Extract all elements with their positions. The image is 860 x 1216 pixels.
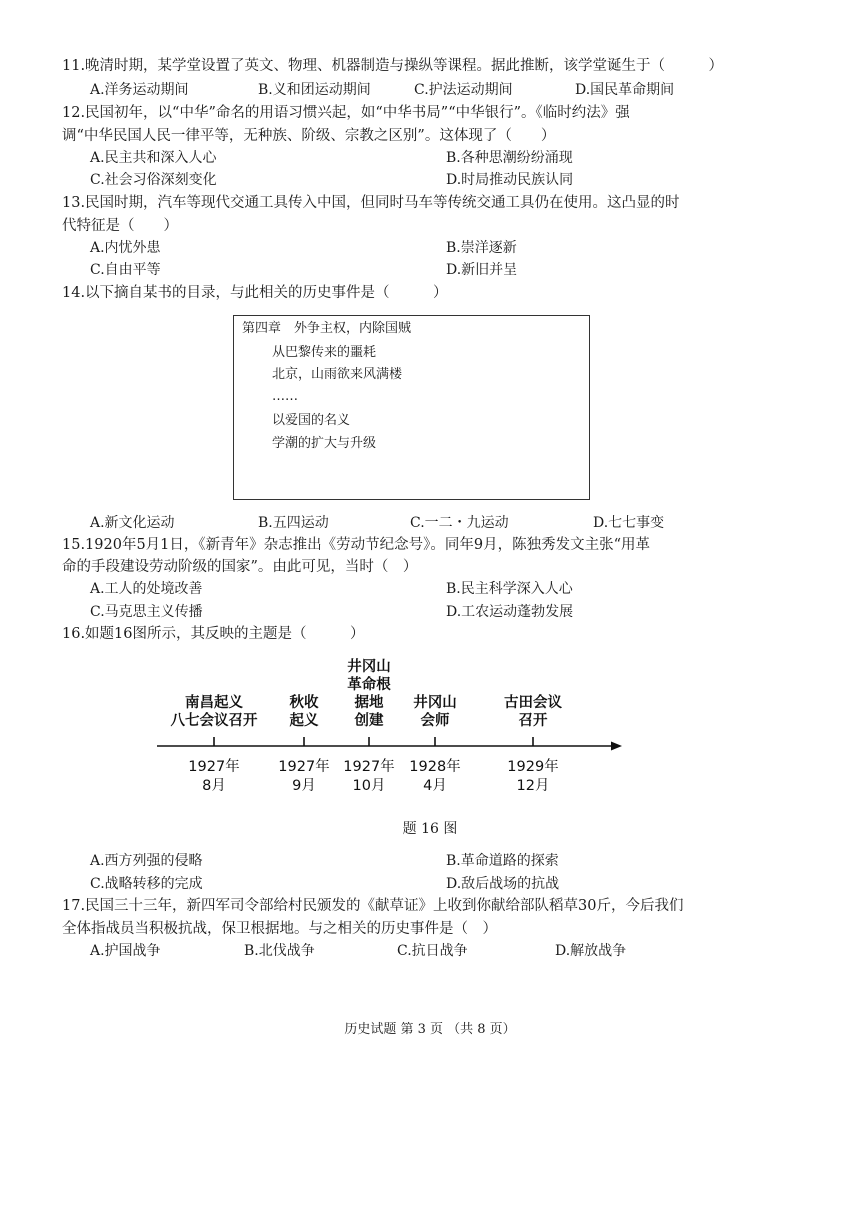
toc-entry: 以爱国的名义 xyxy=(272,413,351,428)
q14-option-d: D.七七事变 xyxy=(593,515,665,531)
q15-option-d: D.工农运动蓬勃发展 xyxy=(446,604,574,620)
toc-entry: 从巴黎传来的噩耗 xyxy=(272,345,377,360)
q17-option-a: A.护国战争 xyxy=(90,943,161,959)
q14-stem: 14.以下摘自某书的目录，与此相关的历史事件是（ ） xyxy=(62,285,448,301)
timeline-event-label: 井冈山 会师 xyxy=(413,695,457,729)
q17-option-b: B.北伐战争 xyxy=(244,943,315,959)
q12-option-a: A.民主共和深入人心 xyxy=(90,150,217,166)
toc-chapter-title: 第四章 外争主权，内除国贼 xyxy=(242,321,412,336)
q13-option-d: D.新旧并呈 xyxy=(446,262,518,278)
q15-option-c: C.马克思主义传播 xyxy=(90,604,203,620)
q14-option-a: A.新文化运动 xyxy=(90,515,175,531)
timeline-date: 1927年 10月 xyxy=(343,759,395,794)
q12-option-c: C.社会习俗深刻变化 xyxy=(90,172,217,188)
q16-option-b: B.革命道路的探索 xyxy=(446,853,559,869)
q15-option-b: B.民主科学深入人心 xyxy=(446,581,573,597)
q15-stem-line1: 15.1920年5月1日，《新青年》杂志推出《劳动节纪念号》。同年9月，陈独秀发文主张“用革 xyxy=(62,537,651,553)
q12-option-b: B.各种思潮纷纷涌现 xyxy=(446,150,573,166)
q15-option-a: A.工人的处境改善 xyxy=(90,581,203,597)
timeline-date: 1928年 4月 xyxy=(409,759,461,794)
page-footer: 历史试题 第 3 页 （共 8 页） xyxy=(344,1022,516,1037)
q16-figure-caption: 题 16 图 xyxy=(402,821,458,837)
q12-option-d: D.时局推动民族认同 xyxy=(446,172,574,188)
q13-stem-line1: 13.民国时期，汽车等现代交通工具传入中国，但同时马车等传统交通工具仍在使用。这凸显的时 xyxy=(62,195,680,211)
q16-option-a: A.西方列强的侵略 xyxy=(90,853,203,869)
timeline-date: 1927年 9月 xyxy=(278,759,330,794)
q13-option-b: B.崇洋逐新 xyxy=(446,240,517,256)
q11-stem: 11.晚清时期，某学堂设置了英文、物理、机器制造与操纵等课程。据此推断，该学堂诞生于（ ） xyxy=(62,58,724,74)
q17-option-d: D.解放战争 xyxy=(555,943,627,959)
q13-option-c: C.自由平等 xyxy=(90,262,161,278)
q11-option-a: A.洋务运动期间 xyxy=(90,82,189,98)
q11-option-c: C.护法运动期间 xyxy=(414,82,513,98)
timeline-date: 1929年 12月 xyxy=(507,759,559,794)
q12-stem-line1: 12.民国初年，以“中华”命名的用语习惯兴起，如“中华书局”“中华银行”。《临时约法》强 xyxy=(62,105,630,121)
q17-stem-line1: 17.民国三十三年，新四军司令部给村民颁发的《献草证》上收到你献给部队稻草30斤，今后我们 xyxy=(62,898,684,914)
timeline-date: 1927年 8月 xyxy=(188,759,240,794)
q13-stem-line2: 代特征是（ ） xyxy=(62,218,178,234)
q17-option-c: C.抗日战争 xyxy=(397,943,468,959)
timeline-event-label: 秋收 起义 xyxy=(289,695,319,729)
q11-option-b: B.义和团运动期间 xyxy=(258,82,371,98)
q16-option-d: D.敌后战场的抗战 xyxy=(446,876,560,892)
toc-ellipsis: …… xyxy=(272,389,298,404)
timeline-event-label: 古田会议 召开 xyxy=(504,695,562,729)
q16-option-c: C.战略转移的完成 xyxy=(90,876,203,892)
timeline-event-label: 井冈山 革命根 据地 创建 xyxy=(347,659,391,729)
toc-entry: 学潮的扩大与升级 xyxy=(272,436,377,451)
q11-option-d: D.国民革命期间 xyxy=(575,82,675,98)
toc-entry: 北京，山雨欲来风满楼 xyxy=(272,367,403,382)
q15-stem-line2: 命的手段建设劳动阶级的国家”。由此可见，当时（ ） xyxy=(62,559,418,575)
q14-option-b: B.五四运动 xyxy=(258,515,329,531)
q12-stem-line2: 调“中华民国人民一律平等，无种族、阶级、宗教之区别”。这体现了（ ） xyxy=(62,128,556,144)
q17-stem-line2: 全体指战员当积极抗战，保卫根据地。与之相关的历史事件是（ ） xyxy=(62,921,497,937)
q13-option-a: A.内忧外患 xyxy=(90,240,161,256)
timeline-event-label: 南昌起义 八七会议召开 xyxy=(170,695,258,729)
q14-option-c: C.一二・九运动 xyxy=(410,515,509,531)
q16-stem: 16.如题16图所示，其反映的主题是（ ） xyxy=(62,626,365,642)
